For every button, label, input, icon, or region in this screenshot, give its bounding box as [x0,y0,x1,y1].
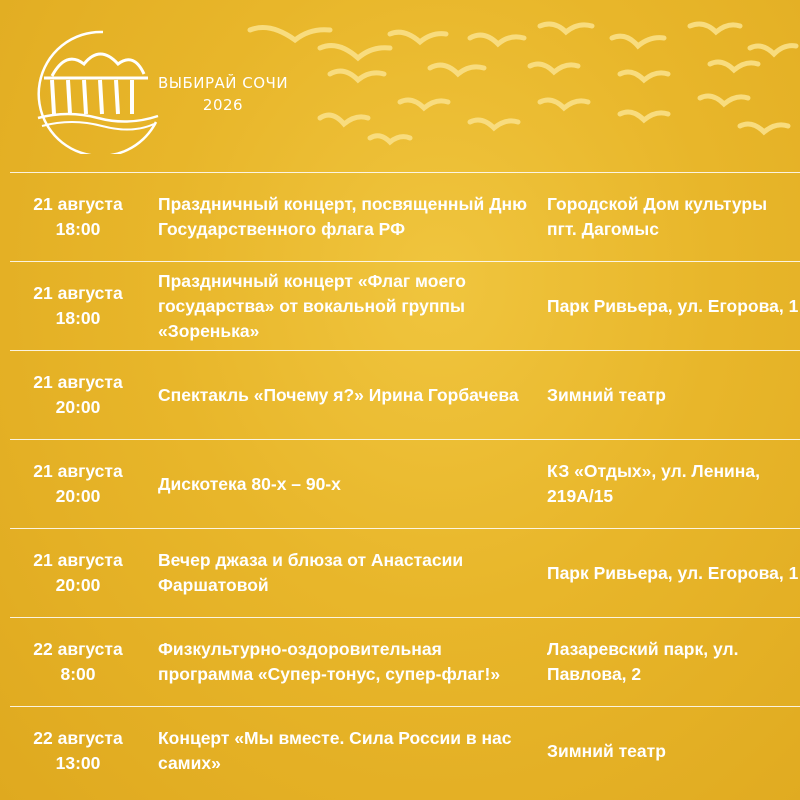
date-text: 21 августа [33,550,123,570]
table-row [10,439,800,528]
event-venue [547,529,800,617]
title-text: Спектакль «Почему я?» Ирина Горбачева [158,384,519,405]
title-text: Физкультурно-оздоровительная программа «Супер-тонус, супер-флаг!» [158,639,501,684]
event-date [10,351,146,439]
event-date [10,440,146,528]
time-text: 18:00 [55,219,101,239]
table-row [10,172,800,261]
venue-text: КЗ «Отдых», ул. Ленина, 219А/15 [547,461,760,506]
date-text: 21 августа [33,194,123,214]
title-text: Вечер джаза и блюза от Анастасии Фаршатовой [158,550,464,595]
date-text: 21 августа [33,283,123,303]
time-text: 20:00 [55,486,101,506]
event-date [10,529,146,617]
time-text: 18:00 [55,308,101,328]
seagulls-decoration-icon [240,18,800,148]
event-date [10,618,146,706]
table-row [10,528,800,617]
event-title [158,707,538,795]
time-text: 20:00 [55,575,101,595]
date-text: 22 августа [33,639,123,659]
time-text: 20:00 [55,397,101,417]
title-text: Праздничный концерт, посвященный Дню Государственного флага РФ [158,194,528,239]
date-text: 21 августа [33,372,123,392]
title-text: Концерт «Мы вместе. Сила России в нас самих» [158,728,512,773]
event-title [158,529,538,617]
title-text: Дискотека 80-х – 90-х [158,473,341,494]
venue-text: Парк Ривьера, ул. Егорова, 1 [547,295,799,316]
venue-text: Лазаревский парк, ул. Павлова, 2 [547,639,739,684]
date-text: 21 августа [33,461,123,481]
title-text: Праздничный концерт «Флаг моего государства» от вокальной группы «Зоренька» [158,270,466,341]
event-venue [547,173,800,261]
event-title [158,618,538,706]
event-venue [547,707,800,795]
brand-line-1: ВЫБИРАЙ СОЧИ [157,74,289,92]
venue-text: Зимний театр [547,384,666,405]
event-venue [547,618,800,706]
venue-text: Городской Дом культуры пгт. Дагомыс [547,194,768,239]
time-text: 13:00 [55,753,101,773]
venue-text: Парк Ривьера, ул. Егорова, 1 [547,562,799,583]
event-title [158,351,538,439]
event-venue [547,262,800,350]
event-date [10,707,146,795]
event-title [158,440,538,528]
time-text: 8:00 [60,664,96,684]
table-row [10,350,800,439]
table-row [10,261,800,350]
event-venue [547,440,800,528]
date-text: 22 августа [33,728,123,748]
event-venue [547,351,800,439]
event-date [10,262,146,350]
table-row [10,706,800,795]
colonnade-logo-icon [8,14,168,154]
brand-line-2: 2026 [202,96,244,114]
event-date [10,173,146,261]
event-title [158,173,538,261]
table-row [10,617,800,706]
venue-text: Зимний театр [547,740,666,761]
event-title [158,262,538,350]
